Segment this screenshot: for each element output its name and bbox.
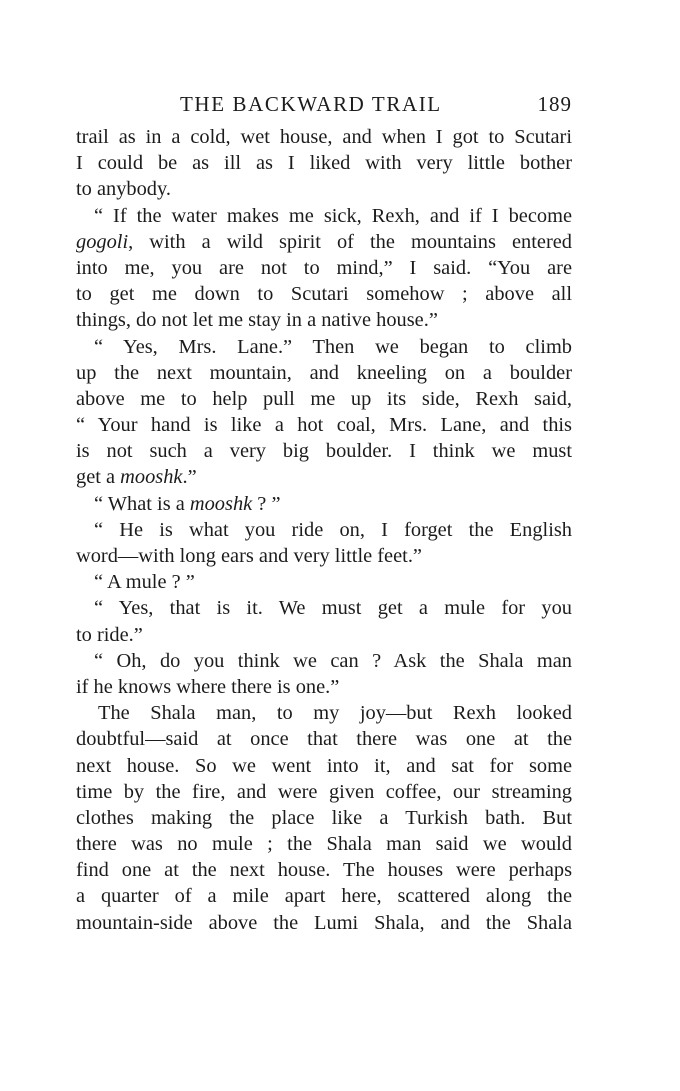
text-line xyxy=(76,281,572,307)
text-span: doubtful—said at once that there was one at the xyxy=(76,728,572,751)
text-span: .” xyxy=(182,466,197,489)
text-span: “ If the water makes me sick, Rexh, and if I become xyxy=(94,204,572,227)
text-line xyxy=(76,543,572,569)
text-span: “ Your hand is like a hot coal, Mrs. Lane, and this xyxy=(76,414,572,437)
text-span: if he knows where there is one.” xyxy=(76,675,340,698)
text-span: to get me down to Scutari somehow ; above all xyxy=(76,283,572,306)
text-line xyxy=(76,360,572,386)
text-line xyxy=(76,255,572,281)
italic-word: mooshk xyxy=(189,492,253,515)
text-line xyxy=(76,700,572,726)
text-span: there was no mule ; the Shala man said we would xyxy=(76,833,572,856)
page-number: 189 xyxy=(537,92,572,116)
running-title: THE BACKWARD TRAIL xyxy=(180,92,442,116)
text-line xyxy=(76,334,572,360)
text-span: “ Yes, that is it. We must get a mule for you xyxy=(94,597,572,620)
text-span: “ A mule ? ” xyxy=(94,571,195,594)
text-line xyxy=(76,622,572,648)
italic-word: gogoli xyxy=(76,230,129,253)
text-span: above me to help pull me up its side, Rexh said, xyxy=(76,387,572,410)
text-line xyxy=(76,569,572,595)
text-line xyxy=(76,150,572,176)
text-span: The Shala man, to my joy—but Rexh looked xyxy=(98,702,572,725)
body-text xyxy=(76,124,572,936)
text-line xyxy=(76,176,572,202)
text-line xyxy=(76,674,572,700)
text-span: “ He is what you ride on, I forget the English xyxy=(94,518,572,541)
text-span: up the next mountain, and kneeling on a boulder xyxy=(76,361,572,384)
text-span: I could be as ill as I liked with very little bother xyxy=(76,152,572,175)
text-span: to anybody. xyxy=(76,178,171,201)
text-line xyxy=(76,726,572,752)
italic-word: mooshk xyxy=(120,466,183,489)
text-span: word—with long ears and very little feet.” xyxy=(76,545,422,567)
text-span: things, do not let me stay in a native house.” xyxy=(76,309,438,332)
text-span: get a xyxy=(76,466,121,489)
text-span: to ride.” xyxy=(76,623,143,646)
text-span: time by the fire, and were given coffee, our streaming xyxy=(76,780,572,803)
text-span: next house. So we went into it, and sat for some xyxy=(76,754,572,777)
text-line xyxy=(76,595,572,621)
text-line xyxy=(76,386,572,412)
text-line xyxy=(76,229,572,255)
text-span: trail as in a cold, wet house, and when I got to Scutari xyxy=(76,126,572,148)
text-span: “ Yes, Mrs. Lane.” Then we began to climb xyxy=(94,335,572,358)
text-line xyxy=(76,910,572,936)
text-line xyxy=(76,491,572,517)
text-line xyxy=(76,831,572,857)
text-line xyxy=(76,464,572,490)
text-span: into me, you are not to mind,” I said. “You are xyxy=(76,256,572,279)
text-line xyxy=(76,517,572,543)
text-span: clothes making the place like a Turkish bath. But xyxy=(76,806,572,829)
text-span: “ What is a xyxy=(94,492,190,515)
text-line xyxy=(76,307,572,333)
text-span: , with a wild spirit of the mountains entered xyxy=(128,230,572,253)
text-line xyxy=(76,203,572,229)
running-head xyxy=(76,92,572,122)
text-span: find one at the next house. The houses were perhaps xyxy=(76,859,572,882)
text-line xyxy=(76,883,572,909)
text-line xyxy=(76,124,572,150)
text-line xyxy=(76,753,572,779)
text-line xyxy=(76,805,572,831)
text-span: a quarter of a mile apart here, scattered along the xyxy=(76,885,572,908)
text-line xyxy=(76,857,572,883)
text-span: “ Oh, do you think we can ? Ask the Shala man xyxy=(94,649,572,672)
text-line xyxy=(76,412,572,438)
text-line xyxy=(76,438,572,464)
text-line xyxy=(76,648,572,674)
text-span: ? ” xyxy=(252,492,281,515)
text-line xyxy=(76,779,572,805)
text-span: is not such a very big boulder. I think we must xyxy=(76,440,572,463)
text-span: mountain-side above the Lumi Shala, and the Shala xyxy=(76,911,572,934)
